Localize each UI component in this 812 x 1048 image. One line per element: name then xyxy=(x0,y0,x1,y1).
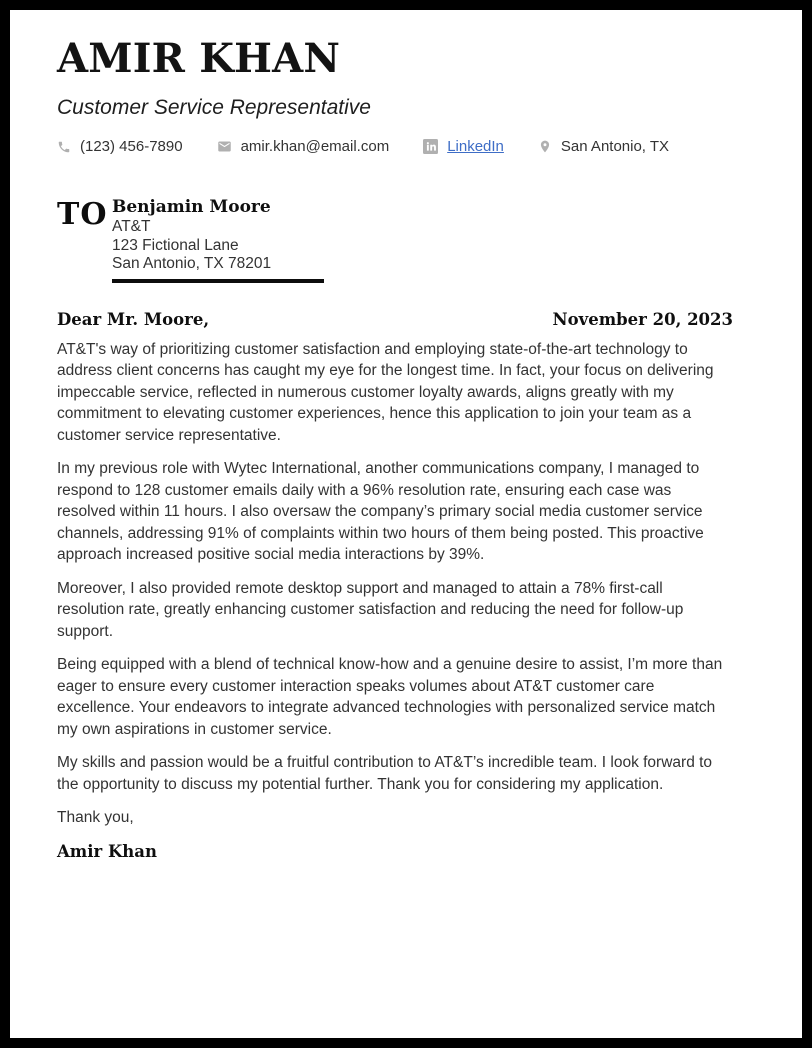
letter-paragraph: Moreover, I also provided remote desktop support and managed to attain a 78% first-call resolution rate, greatly enhancing customer satisfaction and reducing the need for follow-up support. xyxy=(57,579,684,640)
salutation: Dear Mr. Moore, xyxy=(57,309,210,329)
cover-letter-page xyxy=(10,10,802,1038)
recipient-address-line2: San Antonio, TX 78201 xyxy=(112,255,272,273)
contact-linkedin[interactable] xyxy=(423,138,504,155)
contact-location-text: San Antonio, TX xyxy=(560,138,670,155)
phone-icon xyxy=(57,140,71,154)
salutation-row xyxy=(57,309,733,331)
to-label: TO xyxy=(57,197,108,232)
letter-paragraph: My skills and passion would be a fruitful contribution to AT&T’s incredible team. I look forward to the opportunity to discuss my potential further. Thank you for considering my application. xyxy=(57,754,713,793)
contact-email-text: amir.khan@email.com xyxy=(240,138,390,155)
letter-header xyxy=(57,36,733,155)
candidate-name: AMIR KHAN xyxy=(57,35,341,82)
recipient-details xyxy=(112,197,324,283)
recipient-section xyxy=(57,197,733,283)
envelope-icon xyxy=(217,139,232,154)
letter-date: November 20, 2023 xyxy=(552,309,733,329)
location-pin-icon xyxy=(538,139,552,154)
contact-phone xyxy=(57,138,183,155)
signature: Amir Khan xyxy=(57,841,157,861)
contact-email xyxy=(217,138,390,155)
recipient-address-line1: 123 Fictional Lane xyxy=(112,236,239,254)
letter-paragraph: AT&T's way of prioritizing customer satisfaction and employing state-of-the-art technology to address client concerns has caught my eye for the longest time. In fact, your focus on delivering impeccable service, reflected in numerous customer loyalty awards, aligns greatly with my commitment to elevating customer experiences, hence this application to join your team as a customer service representative. xyxy=(57,340,714,444)
contact-phone-text: (123) 456-7890 xyxy=(80,138,183,155)
recipient-underline xyxy=(112,279,324,283)
letter-body xyxy=(57,309,733,863)
linkedin-link[interactable]: LinkedIn xyxy=(447,138,504,155)
recipient-name: Benjamin Moore xyxy=(112,197,271,217)
letter-paragraph: In my previous role with Wytec International, another communications company, I managed to respond to 128 customer emails daily with a 96% resolution rate, ensuring each case was resolved within 11 hours. I also oversaw the company’s primary social media customer service channels, addressing 91% of complaints within two hours of them being posted. This proactive approach increased positive social media interactions by 39%. xyxy=(57,460,704,564)
letter-paragraph: Being equipped with a blend of technical know-how and a genuine desire to assist, I’m more than eager to ensure every customer interaction speaks volumes about AT&T customer care excellence. Your endeavors to integrate advanced technologies with personalized service match my own aspirations in customer service. xyxy=(57,656,723,738)
contact-row xyxy=(57,138,733,155)
job-title: Customer Service Representative xyxy=(57,96,371,119)
contact-location xyxy=(538,138,669,155)
recipient-company: AT&T xyxy=(112,218,151,235)
letter-closing: Thank you, xyxy=(57,809,134,827)
linkedin-icon xyxy=(423,139,438,154)
